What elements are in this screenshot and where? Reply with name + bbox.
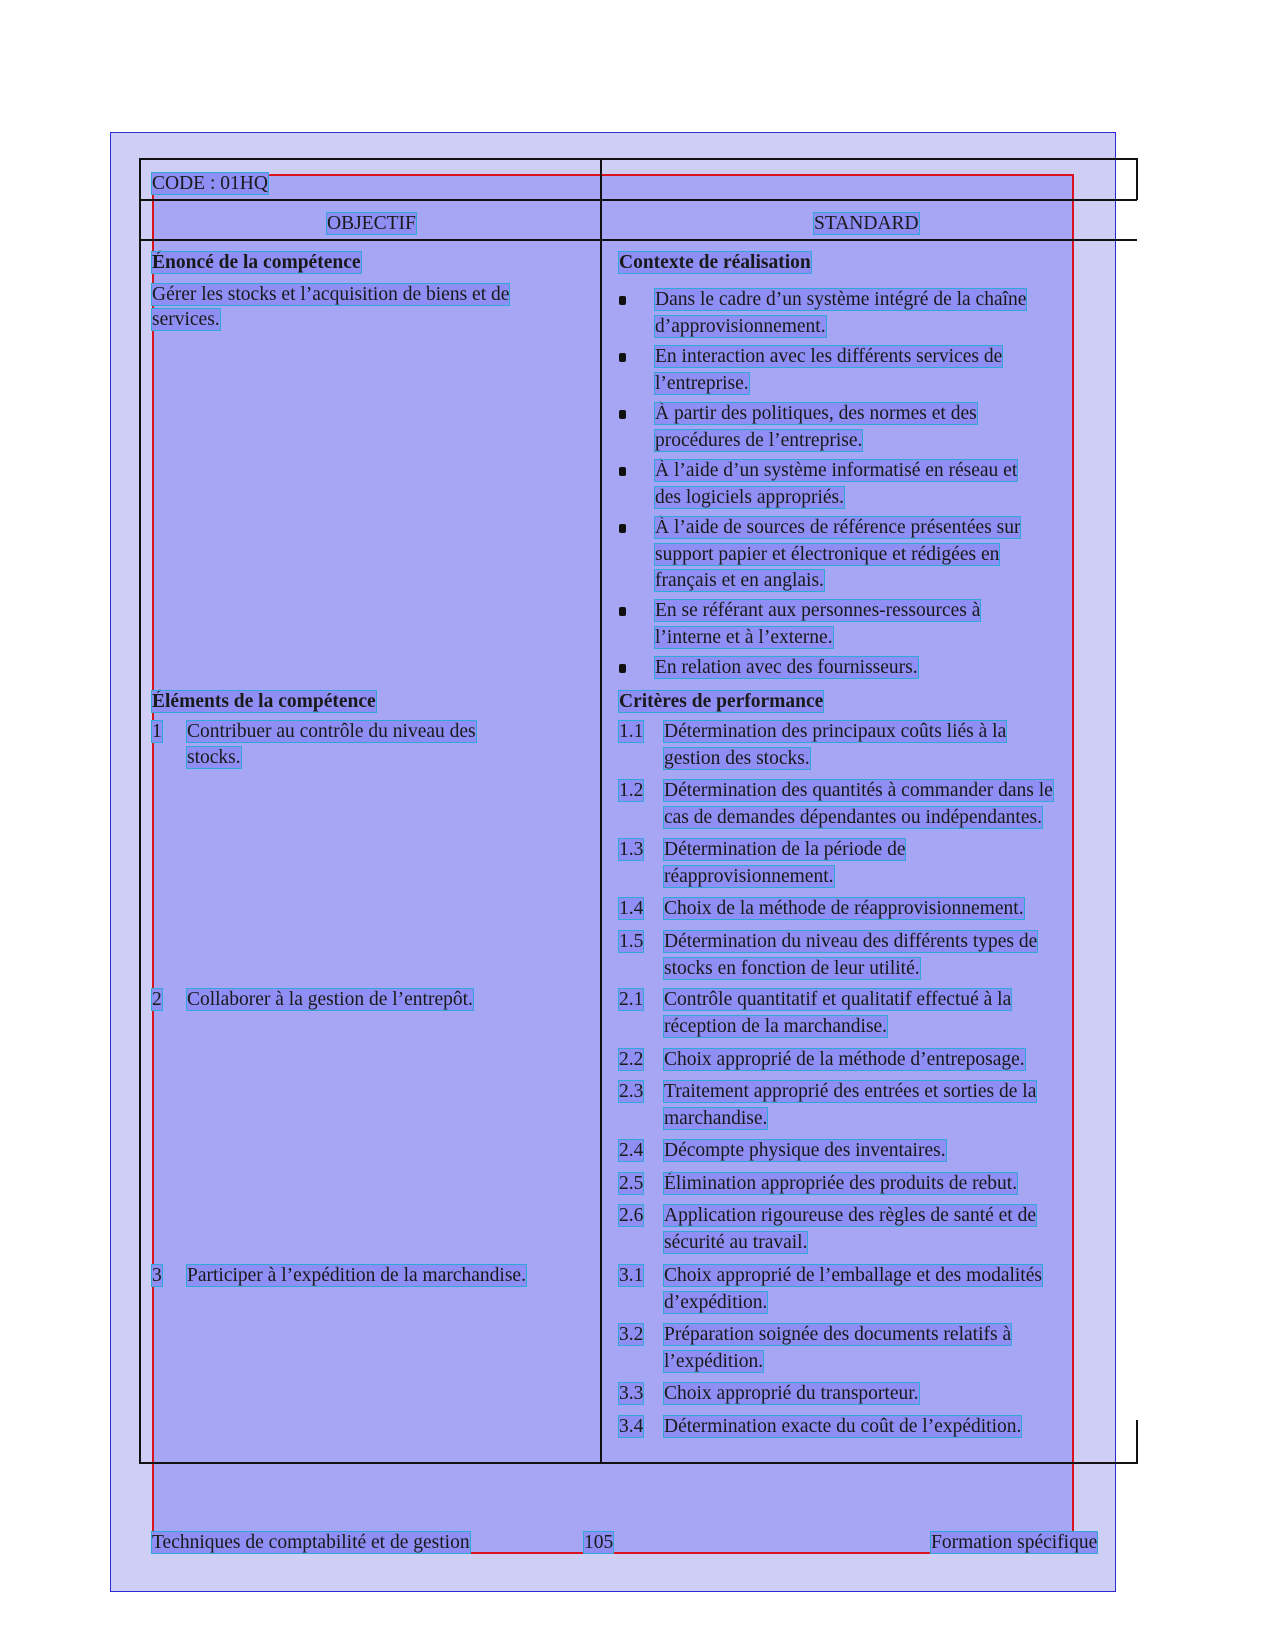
critere-text: Détermination exacte du coût de l’expédition. bbox=[664, 1416, 1022, 1437]
enonce-line: services. bbox=[152, 309, 220, 330]
critere-text: l’expédition. bbox=[664, 1350, 764, 1372]
critere-number: 2.3 bbox=[619, 1081, 644, 1102]
element-number: 1 bbox=[152, 721, 162, 742]
bullet-icon bbox=[619, 467, 626, 476]
table-right-border-bottom bbox=[1136, 1420, 1138, 1464]
contexte-title: Contexte de réalisation bbox=[619, 252, 811, 273]
footer-section: Formation spécifique bbox=[931, 1532, 1098, 1553]
critere-number: 3.3 bbox=[619, 1383, 644, 1404]
critere-text: réception de la marchandise. bbox=[664, 1015, 888, 1037]
contexte-text: d’approvisionnement. bbox=[655, 315, 826, 337]
enonce-title: Énoncé de la compétence bbox=[152, 252, 361, 273]
bullet-icon bbox=[619, 410, 626, 419]
critere-text: gestion des stocks. bbox=[664, 747, 810, 769]
critere-number: 2.1 bbox=[619, 989, 644, 1010]
critere-text: cas de demandes dépendantes ou indépendantes. bbox=[664, 806, 1042, 828]
bullet-icon bbox=[619, 607, 626, 616]
element-text: stocks. bbox=[187, 747, 241, 768]
element-number: 2 bbox=[152, 989, 162, 1010]
critere-text: d’expédition. bbox=[664, 1291, 768, 1313]
critere-text: Préparation soignée des documents relatifs à bbox=[664, 1324, 1012, 1345]
critere-text: réapprovisionnement. bbox=[664, 865, 834, 887]
critere-text: marchandise. bbox=[664, 1107, 768, 1129]
bullet-icon bbox=[619, 353, 626, 362]
critere-number: 2.5 bbox=[619, 1173, 644, 1194]
footer-page-number: 105 bbox=[584, 1532, 614, 1553]
critere-number: 2.4 bbox=[619, 1140, 644, 1161]
contexte-text: En se référant aux personnes-ressources à bbox=[655, 600, 981, 621]
critere-text: Contrôle quantitatif et qualitatif effectué à la bbox=[664, 989, 1012, 1010]
criteres-title: Critères de performance bbox=[619, 691, 824, 712]
contexte-text: l’interne et à l’externe. bbox=[655, 626, 833, 648]
critere-text: stocks en fonction de leur utilité. bbox=[664, 957, 920, 979]
critere-number: 3.4 bbox=[619, 1416, 644, 1437]
contexte-text: En interaction avec les différents services de bbox=[655, 346, 1003, 367]
contexte-text: français et en anglais. bbox=[655, 570, 824, 591]
contexte-text: À l’aide de sources de référence présentées sur bbox=[655, 517, 1021, 538]
bullet-icon bbox=[619, 296, 626, 305]
critere-number: 2.6 bbox=[619, 1205, 644, 1226]
table-left-border bbox=[139, 158, 141, 1464]
contexte-text: À l’aide d’un système informatisé en réseau et bbox=[655, 460, 1018, 481]
code-label: CODE : 01HQ bbox=[152, 173, 268, 194]
footer-program: Techniques de comptabilité et de gestion bbox=[152, 1532, 470, 1553]
critere-text: Détermination de la période de bbox=[664, 839, 906, 860]
critere-text: Choix approprié de la méthode d’entreposage. bbox=[664, 1049, 1025, 1070]
elements-title: Éléments de la compétence bbox=[152, 691, 376, 712]
table-subheader-divider bbox=[139, 239, 1137, 241]
element-text: Contribuer au contrôle du niveau des bbox=[187, 721, 476, 742]
element-number: 3 bbox=[152, 1265, 162, 1286]
critere-text: Décompte physique des inventaires. bbox=[664, 1140, 946, 1161]
critere-number: 1.4 bbox=[619, 898, 644, 919]
enonce-line: Gérer les stocks et l’acquisition de biens et de bbox=[152, 284, 510, 305]
critere-text: Choix approprié de l’emballage et des modalités bbox=[664, 1265, 1042, 1286]
contexte-text: support papier et électronique et rédigées en bbox=[655, 543, 1000, 565]
table-header-divider bbox=[139, 199, 1137, 201]
contexte-text: En relation avec des fournisseurs. bbox=[655, 657, 918, 678]
critere-text: Choix de la méthode de réapprovisionnement. bbox=[664, 898, 1024, 919]
element-text: Collaborer à la gestion de l’entrepôt. bbox=[187, 989, 473, 1010]
contexte-text: Dans le cadre d’un système intégré de la chaîne bbox=[655, 289, 1027, 310]
table-top-border bbox=[139, 158, 1137, 160]
contexte-text: l’entreprise. bbox=[655, 372, 749, 394]
element-text: Participer à l’expédition de la marchandise. bbox=[187, 1265, 526, 1286]
bullet-icon bbox=[619, 664, 626, 673]
critere-text: Choix approprié du transporteur. bbox=[664, 1383, 919, 1404]
critere-text: Application rigoureuse des règles de santé et de bbox=[664, 1205, 1036, 1226]
contexte-text: procédures de l’entreprise. bbox=[655, 429, 863, 451]
critere-text: Détermination des principaux coûts liés à la bbox=[664, 721, 1007, 742]
contexte-text: À partir des politiques, des normes et des bbox=[655, 403, 977, 424]
critere-text: Traitement approprié des entrées et sorties de la bbox=[664, 1081, 1037, 1102]
critere-number: 1.3 bbox=[619, 839, 644, 860]
contexte-text: des logiciels appropriés. bbox=[655, 486, 844, 508]
critere-number: 2.2 bbox=[619, 1049, 644, 1070]
critere-text: Détermination des quantités à commander dans le bbox=[664, 780, 1053, 801]
critere-number: 1.1 bbox=[619, 721, 644, 742]
critere-number: 1.5 bbox=[619, 931, 644, 952]
table-column-divider bbox=[600, 158, 602, 1464]
objectif-heading: OBJECTIF bbox=[327, 213, 416, 234]
table-bottom-border bbox=[139, 1462, 1137, 1464]
standard-heading: STANDARD bbox=[814, 213, 919, 234]
critere-text: sécurité au travail. bbox=[664, 1231, 808, 1253]
critere-text: Élimination appropriée des produits de rebut. bbox=[664, 1173, 1018, 1194]
bullet-icon bbox=[619, 524, 626, 533]
critere-number: 3.1 bbox=[619, 1265, 644, 1286]
critere-text: Détermination du niveau des différents types de bbox=[664, 931, 1038, 952]
critere-number: 1.2 bbox=[619, 780, 644, 801]
table-right-border-top bbox=[1136, 158, 1138, 200]
critere-number: 3.2 bbox=[619, 1324, 644, 1345]
